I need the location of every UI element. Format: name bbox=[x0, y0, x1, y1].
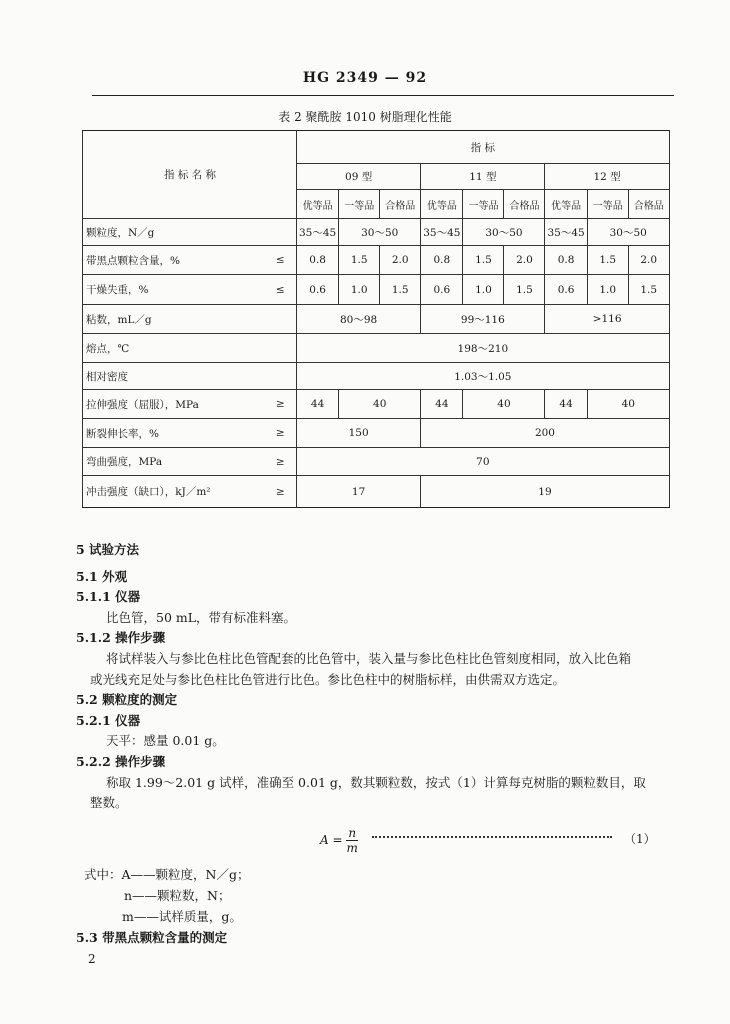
cell: 1.5 bbox=[587, 246, 628, 275]
formula-lhs: A = bbox=[320, 833, 343, 847]
properties-table bbox=[82, 130, 670, 508]
cell: 40 bbox=[463, 390, 545, 419]
cell: 35～45 bbox=[297, 219, 339, 246]
cell: 1.0 bbox=[587, 275, 628, 305]
grade-header: 一等品 bbox=[339, 190, 380, 219]
grade-header: 一等品 bbox=[587, 190, 628, 219]
paragraph: 称取 1.99～2.01 g 试样，准确至 0.01 g，数其颗粒数，按式（1）计算每克树脂的颗粒数目，取 bbox=[106, 774, 646, 790]
row-symbol: ≤ bbox=[265, 246, 297, 275]
variable-definitions bbox=[76, 864, 250, 948]
cell: 1.5 bbox=[463, 246, 504, 275]
document-header: HG 2349 — 92 bbox=[302, 70, 428, 86]
table-row bbox=[83, 419, 670, 448]
row-symbol: ≥ bbox=[265, 476, 297, 508]
table-caption: 表 2 聚酰胺 1010 树脂理化性能 bbox=[278, 110, 452, 124]
cell: 2.0 bbox=[504, 246, 545, 275]
grade-header: 优等品 bbox=[545, 190, 587, 219]
formula-number: （1） bbox=[624, 832, 656, 846]
paragraph: 将试样装入与参比色柱比色管配套的比色管中，装入量与参比色柱比色管刻度相同，放入比色箱 bbox=[106, 650, 632, 666]
grade-header: 合格品 bbox=[504, 190, 545, 219]
table-row bbox=[83, 275, 670, 305]
row-symbol: ≥ bbox=[265, 390, 297, 419]
col-item-header: 指 标 名 称 bbox=[83, 131, 297, 219]
cell: >116 bbox=[545, 305, 669, 334]
grade-header: 合格品 bbox=[380, 190, 421, 219]
section-heading: 5.2.2 操作步骤 bbox=[76, 753, 166, 769]
cell: 198～210 bbox=[297, 334, 670, 363]
cell: 44 bbox=[421, 390, 463, 419]
section-heading: 5.1 外观 bbox=[76, 568, 128, 584]
definition: n——颗粒数，N； bbox=[124, 888, 231, 903]
row-label: 断裂伸长率，% bbox=[83, 419, 265, 448]
cell: 40 bbox=[587, 390, 669, 419]
row-label: 颗粒度，N／g bbox=[83, 219, 265, 246]
row-symbol: ≥ bbox=[265, 448, 297, 476]
section-heading: 5 试验方法 bbox=[76, 542, 140, 557]
section-heading: 5.1.1 仪器 bbox=[76, 589, 141, 605]
table-row bbox=[83, 390, 670, 419]
row-label: 冲击强度（缺口），kJ／m² bbox=[83, 476, 265, 508]
cell: 0.6 bbox=[545, 275, 587, 305]
type-header: 09 型 bbox=[297, 164, 421, 190]
cell: 0.8 bbox=[421, 246, 463, 275]
cell: 70 bbox=[297, 448, 670, 476]
cell: 30～50 bbox=[463, 219, 545, 246]
cell: 35～45 bbox=[421, 219, 463, 246]
cell: 44 bbox=[297, 390, 339, 419]
row-label: 相对密度 bbox=[83, 363, 265, 390]
section-heading: 5.1.2 操作步骤 bbox=[76, 630, 166, 646]
table-row bbox=[83, 219, 670, 246]
leader-dots bbox=[372, 836, 612, 838]
cell: 80～98 bbox=[297, 305, 421, 334]
table-row bbox=[83, 334, 670, 363]
cell: 1.5 bbox=[380, 275, 421, 305]
row-symbol: ≤ bbox=[265, 275, 297, 305]
cell: 19 bbox=[421, 476, 669, 508]
cell: 44 bbox=[545, 390, 587, 419]
formula-denominator: m bbox=[346, 841, 358, 855]
table-row bbox=[83, 246, 670, 275]
section-heading: 5.3 带黑点颗粒含量的测定 bbox=[76, 930, 228, 945]
row-label: 干燥失重，% bbox=[83, 275, 265, 305]
definition: m——试样质量，g。 bbox=[122, 909, 242, 924]
cell: 0.8 bbox=[297, 246, 339, 275]
table-row bbox=[83, 476, 670, 508]
cell: 35～45 bbox=[545, 219, 587, 246]
formula bbox=[320, 826, 358, 855]
grade-header: 优等品 bbox=[297, 190, 339, 219]
cell: 2.0 bbox=[628, 246, 669, 275]
cell: 150 bbox=[297, 419, 421, 448]
definition: 式中：A——颗粒度，N／g； bbox=[84, 867, 250, 882]
row-symbol bbox=[265, 305, 297, 334]
grade-header: 优等品 bbox=[421, 190, 463, 219]
col-index-header: 指 标 bbox=[297, 131, 670, 164]
cell: 1.5 bbox=[504, 275, 545, 305]
paragraph: 天平：感量 0.01 g。 bbox=[106, 733, 225, 749]
row-symbol: ≥ bbox=[265, 419, 297, 448]
cell: 0.6 bbox=[297, 275, 339, 305]
cell: 1.03～1.05 bbox=[297, 363, 670, 390]
cell: 1.5 bbox=[339, 246, 380, 275]
cell: 30～50 bbox=[587, 219, 669, 246]
row-symbol bbox=[265, 219, 297, 246]
row-symbol bbox=[265, 334, 297, 363]
row-symbol bbox=[265, 363, 297, 390]
paragraph: 比色管，50 mL，带有标准料塞。 bbox=[106, 609, 297, 625]
grade-header: 合格品 bbox=[628, 190, 669, 219]
paragraph: 或光线充足处与参比色柱比色管进行比色。参比色柱中的树脂标样，由供需双方选定。 bbox=[90, 671, 566, 687]
cell: 0.6 bbox=[421, 275, 463, 305]
header-rule bbox=[92, 95, 674, 96]
cell: 1.0 bbox=[339, 275, 380, 305]
cell: 0.8 bbox=[545, 246, 587, 275]
cell: 2.0 bbox=[380, 246, 421, 275]
paragraph: 整数。 bbox=[90, 795, 128, 811]
row-label: 粘数，mL／g bbox=[83, 305, 265, 334]
body-text bbox=[76, 540, 666, 814]
section-heading: 5.2.1 仪器 bbox=[76, 712, 141, 728]
table-row bbox=[83, 305, 670, 334]
row-label: 带黑点颗粒含量，% bbox=[83, 246, 265, 275]
cell: 1.5 bbox=[628, 275, 669, 305]
cell: 17 bbox=[297, 476, 421, 508]
section-heading: 5.2 颗粒度的测定 bbox=[76, 692, 178, 708]
formula-numerator: n bbox=[348, 826, 357, 840]
row-label: 熔点，℃ bbox=[83, 334, 265, 363]
table-row bbox=[83, 448, 670, 476]
formula-fraction bbox=[346, 826, 358, 855]
grade-header: 一等品 bbox=[463, 190, 504, 219]
table-row bbox=[83, 363, 670, 390]
cell: 30～50 bbox=[339, 219, 421, 246]
page-number: 2 bbox=[88, 952, 96, 966]
row-label: 弯曲强度，MPa bbox=[83, 448, 265, 476]
row-label: 拉伸强度（屈服），MPa bbox=[83, 390, 265, 419]
type-header: 11 型 bbox=[421, 164, 545, 190]
cell: 99～116 bbox=[421, 305, 545, 334]
type-header: 12 型 bbox=[545, 164, 669, 190]
cell: 1.0 bbox=[463, 275, 504, 305]
cell: 200 bbox=[421, 419, 669, 448]
cell: 40 bbox=[339, 390, 421, 419]
